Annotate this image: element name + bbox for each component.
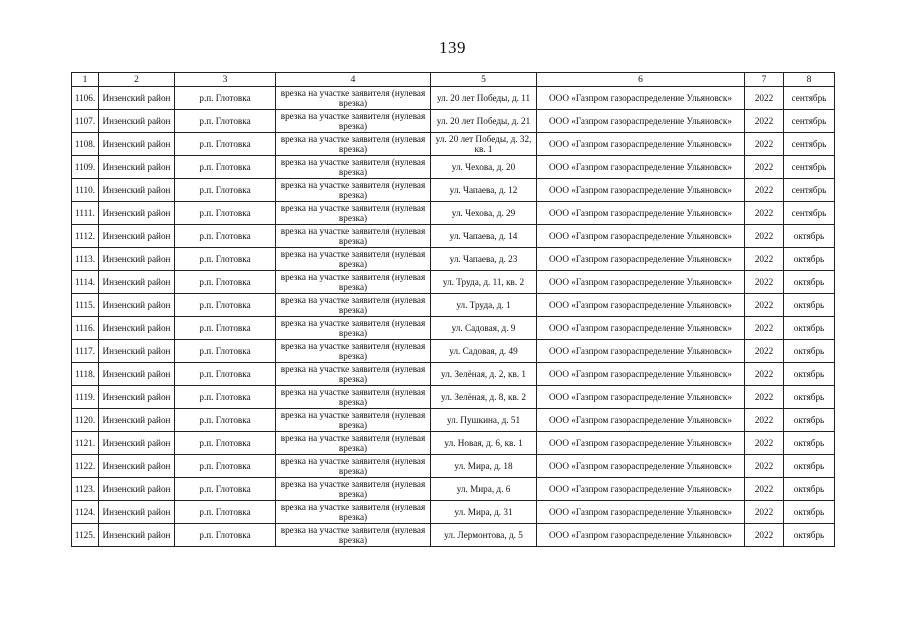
row-number: 1123. bbox=[72, 478, 99, 501]
organization-cell: ООО «Газпром газораспределение Ульяновск» bbox=[537, 156, 745, 179]
work-type-cell: врезка на участке заявителя (нулевая врезка) bbox=[276, 179, 431, 202]
row-number: 1117. bbox=[72, 340, 99, 363]
district-cell: Инзенский район bbox=[99, 87, 175, 110]
locality-cell: р.п. Глотовка bbox=[175, 110, 276, 133]
district-cell: Инзенский район bbox=[99, 179, 175, 202]
district-cell: Инзенский район bbox=[99, 133, 175, 156]
district-cell: Инзенский район bbox=[99, 271, 175, 294]
column-header: 5 bbox=[431, 73, 537, 87]
district-cell: Инзенский район bbox=[99, 248, 175, 271]
year-cell: 2022 bbox=[745, 317, 784, 340]
month-cell: сентябрь bbox=[784, 87, 835, 110]
year-cell: 2022 bbox=[745, 156, 784, 179]
month-cell: октябрь bbox=[784, 317, 835, 340]
table-row bbox=[72, 294, 835, 317]
address-cell: ул. Чапаева, д. 12 bbox=[431, 179, 537, 202]
row-number: 1112. bbox=[72, 225, 99, 248]
year-cell: 2022 bbox=[745, 409, 784, 432]
table-row bbox=[72, 271, 835, 294]
row-number: 1113. bbox=[72, 248, 99, 271]
locality-cell: р.п. Глотовка bbox=[175, 225, 276, 248]
year-cell: 2022 bbox=[745, 363, 784, 386]
organization-cell: ООО «Газпром газораспределение Ульяновск» bbox=[537, 317, 745, 340]
locality-cell: р.п. Глотовка bbox=[175, 340, 276, 363]
address-cell: ул. Чапаева, д. 14 bbox=[431, 225, 537, 248]
table-row bbox=[72, 179, 835, 202]
district-cell: Инзенский район bbox=[99, 501, 175, 524]
schedule-table bbox=[71, 72, 835, 547]
month-cell: октябрь bbox=[784, 478, 835, 501]
month-cell: сентябрь bbox=[784, 133, 835, 156]
column-header: 2 bbox=[99, 73, 175, 87]
table-row bbox=[72, 363, 835, 386]
work-type-cell: врезка на участке заявителя (нулевая врезка) bbox=[276, 340, 431, 363]
district-cell: Инзенский район bbox=[99, 202, 175, 225]
month-cell: октябрь bbox=[784, 386, 835, 409]
column-header: 6 bbox=[537, 73, 745, 87]
locality-cell: р.п. Глотовка bbox=[175, 363, 276, 386]
organization-cell: ООО «Газпром газораспределение Ульяновск» bbox=[537, 202, 745, 225]
locality-cell: р.п. Глотовка bbox=[175, 409, 276, 432]
address-cell: ул. Чапаева, д. 23 bbox=[431, 248, 537, 271]
row-number: 1116. bbox=[72, 317, 99, 340]
organization-cell: ООО «Газпром газораспределение Ульяновск» bbox=[537, 386, 745, 409]
table-row bbox=[72, 202, 835, 225]
year-cell: 2022 bbox=[745, 87, 784, 110]
work-type-cell: врезка на участке заявителя (нулевая врезка) bbox=[276, 156, 431, 179]
table-row bbox=[72, 501, 835, 524]
row-number: 1120. bbox=[72, 409, 99, 432]
row-number: 1119. bbox=[72, 386, 99, 409]
row-number: 1111. bbox=[72, 202, 99, 225]
district-cell: Инзенский район bbox=[99, 524, 175, 547]
district-cell: Инзенский район bbox=[99, 110, 175, 133]
row-number: 1124. bbox=[72, 501, 99, 524]
month-cell: сентябрь bbox=[784, 179, 835, 202]
work-type-cell: врезка на участке заявителя (нулевая врезка) bbox=[276, 524, 431, 547]
address-cell: ул. 20 лет Победы, д. 21 bbox=[431, 110, 537, 133]
month-cell: октябрь bbox=[784, 409, 835, 432]
work-type-cell: врезка на участке заявителя (нулевая врезка) bbox=[276, 202, 431, 225]
year-cell: 2022 bbox=[745, 524, 784, 547]
work-type-cell: врезка на участке заявителя (нулевая врезка) bbox=[276, 317, 431, 340]
work-type-cell: врезка на участке заявителя (нулевая врезка) bbox=[276, 409, 431, 432]
year-cell: 2022 bbox=[745, 271, 784, 294]
locality-cell: р.п. Глотовка bbox=[175, 455, 276, 478]
header-row bbox=[72, 73, 835, 87]
column-header: 7 bbox=[745, 73, 784, 87]
address-cell: ул. Зелёная, д. 8, кв. 2 bbox=[431, 386, 537, 409]
district-cell: Инзенский район bbox=[99, 340, 175, 363]
column-header: 1 bbox=[72, 73, 99, 87]
address-cell: ул. Труда, д. 11, кв. 2 bbox=[431, 271, 537, 294]
district-cell: Инзенский район bbox=[99, 409, 175, 432]
year-cell: 2022 bbox=[745, 455, 784, 478]
address-cell: ул. Зелёная, д. 2, кв. 1 bbox=[431, 363, 537, 386]
table-row bbox=[72, 386, 835, 409]
organization-cell: ООО «Газпром газораспределение Ульяновск» bbox=[537, 110, 745, 133]
address-cell: ул. Пушкина, д. 51 bbox=[431, 409, 537, 432]
work-type-cell: врезка на участке заявителя (нулевая врезка) bbox=[276, 501, 431, 524]
table-row bbox=[72, 409, 835, 432]
address-cell: ул. Садовая, д. 9 bbox=[431, 317, 537, 340]
column-header: 3 bbox=[175, 73, 276, 87]
month-cell: октябрь bbox=[784, 432, 835, 455]
row-number: 1107. bbox=[72, 110, 99, 133]
month-cell: сентябрь bbox=[784, 110, 835, 133]
work-type-cell: врезка на участке заявителя (нулевая врезка) bbox=[276, 225, 431, 248]
table-row bbox=[72, 432, 835, 455]
year-cell: 2022 bbox=[745, 202, 784, 225]
locality-cell: р.п. Глотовка bbox=[175, 432, 276, 455]
address-cell: ул. Мира, д. 18 bbox=[431, 455, 537, 478]
year-cell: 2022 bbox=[745, 248, 784, 271]
locality-cell: р.п. Глотовка bbox=[175, 248, 276, 271]
table-row bbox=[72, 478, 835, 501]
row-number: 1121. bbox=[72, 432, 99, 455]
organization-cell: ООО «Газпром газораспределение Ульяновск» bbox=[537, 271, 745, 294]
locality-cell: р.п. Глотовка bbox=[175, 87, 276, 110]
locality-cell: р.п. Глотовка bbox=[175, 386, 276, 409]
locality-cell: р.п. Глотовка bbox=[175, 133, 276, 156]
organization-cell: ООО «Газпром газораспределение Ульяновск» bbox=[537, 363, 745, 386]
row-number: 1125. bbox=[72, 524, 99, 547]
row-number: 1114. bbox=[72, 271, 99, 294]
district-cell: Инзенский район bbox=[99, 386, 175, 409]
table-body bbox=[72, 87, 835, 547]
year-cell: 2022 bbox=[745, 294, 784, 317]
row-number: 1106. bbox=[72, 87, 99, 110]
year-cell: 2022 bbox=[745, 386, 784, 409]
address-cell: ул. 20 лет Победы, д. 11 bbox=[431, 87, 537, 110]
locality-cell: р.п. Глотовка bbox=[175, 156, 276, 179]
district-cell: Инзенский район bbox=[99, 225, 175, 248]
row-number: 1122. bbox=[72, 455, 99, 478]
locality-cell: р.п. Глотовка bbox=[175, 317, 276, 340]
page-number: 139 bbox=[439, 38, 466, 57]
organization-cell: ООО «Газпром газораспределение Ульяновск» bbox=[537, 87, 745, 110]
address-cell: ул. Чехова, д. 20 bbox=[431, 156, 537, 179]
year-cell: 2022 bbox=[745, 225, 784, 248]
locality-cell: р.п. Глотовка bbox=[175, 202, 276, 225]
work-type-cell: врезка на участке заявителя (нулевая врезка) bbox=[276, 110, 431, 133]
month-cell: октябрь bbox=[784, 294, 835, 317]
organization-cell: ООО «Газпром газораспределение Ульяновск» bbox=[537, 248, 745, 271]
work-type-cell: врезка на участке заявителя (нулевая врезка) bbox=[276, 478, 431, 501]
month-cell: октябрь bbox=[784, 501, 835, 524]
work-type-cell: врезка на участке заявителя (нулевая врезка) bbox=[276, 386, 431, 409]
column-header: 4 bbox=[276, 73, 431, 87]
work-type-cell: врезка на участке заявителя (нулевая врезка) bbox=[276, 363, 431, 386]
organization-cell: ООО «Газпром газораспределение Ульяновск» bbox=[537, 455, 745, 478]
year-cell: 2022 bbox=[745, 432, 784, 455]
year-cell: 2022 bbox=[745, 133, 784, 156]
organization-cell: ООО «Газпром газораспределение Ульяновск» bbox=[537, 340, 745, 363]
organization-cell: ООО «Газпром газораспределение Ульяновск» bbox=[537, 478, 745, 501]
year-cell: 2022 bbox=[745, 501, 784, 524]
table-row bbox=[72, 340, 835, 363]
work-type-cell: врезка на участке заявителя (нулевая врезка) bbox=[276, 133, 431, 156]
district-cell: Инзенский район bbox=[99, 156, 175, 179]
district-cell: Инзенский район bbox=[99, 317, 175, 340]
column-header: 8 bbox=[784, 73, 835, 87]
month-cell: октябрь bbox=[784, 455, 835, 478]
organization-cell: ООО «Газпром газораспределение Ульяновск» bbox=[537, 524, 745, 547]
work-type-cell: врезка на участке заявителя (нулевая врезка) bbox=[276, 455, 431, 478]
address-cell: ул. Труда, д. 1 bbox=[431, 294, 537, 317]
work-type-cell: врезка на участке заявителя (нулевая врезка) bbox=[276, 294, 431, 317]
work-type-cell: врезка на участке заявителя (нулевая врезка) bbox=[276, 432, 431, 455]
locality-cell: р.п. Глотовка bbox=[175, 524, 276, 547]
district-cell: Инзенский район bbox=[99, 294, 175, 317]
address-cell: ул. 20 лет Победы, д. 32, кв. 1 bbox=[431, 133, 537, 156]
year-cell: 2022 bbox=[745, 110, 784, 133]
address-cell: ул. Лермонтова, д. 5 bbox=[431, 524, 537, 547]
locality-cell: р.п. Глотовка bbox=[175, 271, 276, 294]
table-row bbox=[72, 110, 835, 133]
month-cell: октябрь bbox=[784, 248, 835, 271]
month-cell: октябрь bbox=[784, 271, 835, 294]
address-cell: ул. Новая, д. 6, кв. 1 bbox=[431, 432, 537, 455]
month-cell: октябрь bbox=[784, 225, 835, 248]
table-row bbox=[72, 225, 835, 248]
year-cell: 2022 bbox=[745, 179, 784, 202]
organization-cell: ООО «Газпром газораспределение Ульяновск» bbox=[537, 133, 745, 156]
row-number: 1110. bbox=[72, 179, 99, 202]
row-number: 1109. bbox=[72, 156, 99, 179]
organization-cell: ООО «Газпром газораспределение Ульяновск» bbox=[537, 501, 745, 524]
organization-cell: ООО «Газпром газораспределение Ульяновск» bbox=[537, 294, 745, 317]
district-cell: Инзенский район bbox=[99, 478, 175, 501]
address-cell: ул. Чехова, д. 29 bbox=[431, 202, 537, 225]
address-cell: ул. Мира, д. 6 bbox=[431, 478, 537, 501]
locality-cell: р.п. Глотовка bbox=[175, 478, 276, 501]
organization-cell: ООО «Газпром газораспределение Ульяновск» bbox=[537, 225, 745, 248]
district-cell: Инзенский район bbox=[99, 363, 175, 386]
organization-cell: ООО «Газпром газораспределение Ульяновск» bbox=[537, 409, 745, 432]
organization-cell: ООО «Газпром газораспределение Ульяновск» bbox=[537, 432, 745, 455]
work-type-cell: врезка на участке заявителя (нулевая врезка) bbox=[276, 271, 431, 294]
locality-cell: р.п. Глотовка bbox=[175, 179, 276, 202]
table-row bbox=[72, 133, 835, 156]
address-cell: ул. Садовая, д. 49 bbox=[431, 340, 537, 363]
row-number: 1118. bbox=[72, 363, 99, 386]
address-cell: ул. Мира, д. 31 bbox=[431, 501, 537, 524]
month-cell: сентябрь bbox=[784, 156, 835, 179]
year-cell: 2022 bbox=[745, 478, 784, 501]
work-type-cell: врезка на участке заявителя (нулевая врезка) bbox=[276, 248, 431, 271]
month-cell: октябрь bbox=[784, 363, 835, 386]
table-row bbox=[72, 156, 835, 179]
row-number: 1115. bbox=[72, 294, 99, 317]
table-row bbox=[72, 455, 835, 478]
table-row bbox=[72, 524, 835, 547]
table-row bbox=[72, 248, 835, 271]
district-cell: Инзенский район bbox=[99, 432, 175, 455]
district-cell: Инзенский район bbox=[99, 455, 175, 478]
work-type-cell: врезка на участке заявителя (нулевая врезка) bbox=[276, 87, 431, 110]
locality-cell: р.п. Глотовка bbox=[175, 294, 276, 317]
locality-cell: р.п. Глотовка bbox=[175, 501, 276, 524]
year-cell: 2022 bbox=[745, 340, 784, 363]
table-row bbox=[72, 87, 835, 110]
row-number: 1108. bbox=[72, 133, 99, 156]
organization-cell: ООО «Газпром газораспределение Ульяновск» bbox=[537, 179, 745, 202]
month-cell: октябрь bbox=[784, 524, 835, 547]
month-cell: октябрь bbox=[784, 340, 835, 363]
month-cell: сентябрь bbox=[784, 202, 835, 225]
table-row bbox=[72, 317, 835, 340]
